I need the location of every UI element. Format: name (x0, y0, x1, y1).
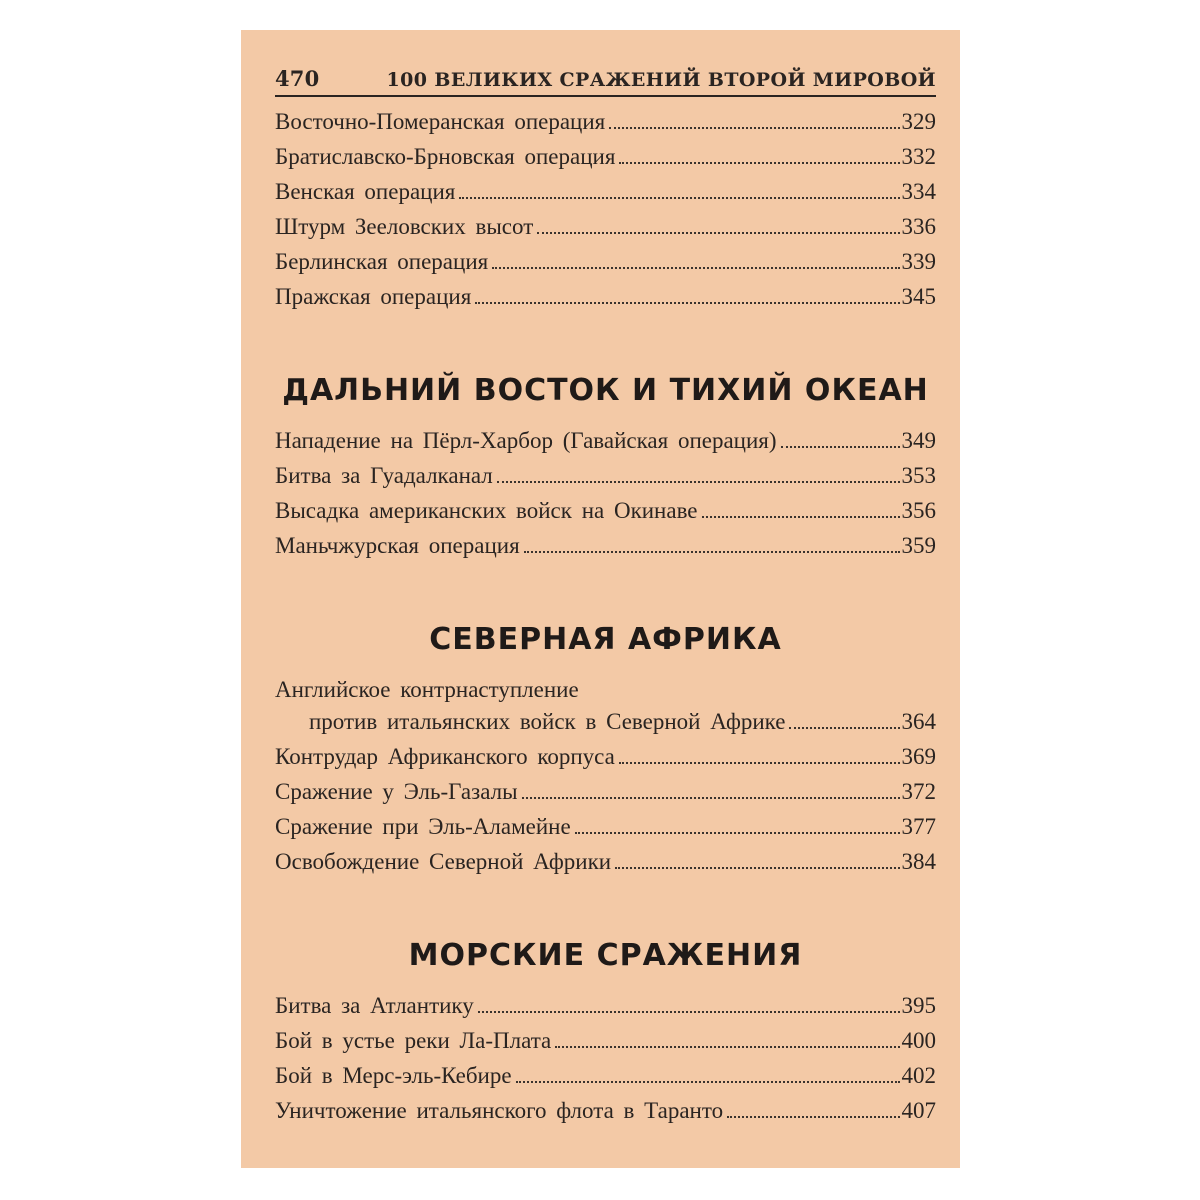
toc-entry (275, 1098, 936, 1133)
running-head (275, 66, 936, 97)
page-number: 470 (275, 66, 320, 91)
toc-entry-page: 400 (901, 1028, 936, 1053)
book-page (241, 30, 960, 1168)
section-heading-north-africa: СЕВЕРНАЯ АФРИКА (429, 622, 782, 657)
dot-leader (789, 727, 899, 729)
toc-entry-page: 356 (901, 498, 936, 523)
dot-leader (575, 832, 900, 834)
toc-entry-page: 334 (901, 179, 936, 204)
toc-entry-page: 402 (901, 1063, 936, 1088)
toc-entry-title: Нападение на Пёрл-Харбор (Гавайская операция) (275, 428, 777, 453)
dot-leader (537, 232, 899, 234)
dot-leader (524, 551, 900, 553)
toc-entry-title: Сражение у Эль-Газалы (275, 779, 518, 804)
toc-entry-title: Венская операция (275, 179, 456, 204)
toc-entry (275, 109, 936, 144)
toc-entry (275, 1063, 936, 1098)
toc-entry-title: Английское контрнаступление (275, 677, 579, 702)
toc-entry (275, 744, 936, 779)
toc-entry-page: 339 (901, 249, 936, 274)
dot-leader (475, 302, 899, 304)
toc-entry (275, 463, 936, 498)
toc-entry (275, 214, 936, 249)
toc-entry-page: 349 (901, 428, 936, 453)
toc-entry-page: 332 (901, 144, 936, 169)
toc-entry-page: 377 (901, 814, 936, 839)
dot-leader (492, 267, 899, 269)
toc-entry (275, 993, 936, 1028)
toc-entry (275, 179, 936, 214)
section-heading-naval-battles: МОРСКИЕ СРАЖЕНИЯ (408, 938, 803, 973)
toc-entry-title-continued: против итальянских войск в Северной Африке (309, 709, 786, 734)
toc-entry (275, 1028, 936, 1063)
toc-entry-title: Восточно-Померанская операция (275, 109, 606, 134)
toc-entry-page: 395 (901, 993, 936, 1018)
toc-entry (275, 428, 936, 463)
toc-entry (275, 849, 936, 884)
toc-entry-page: 364 (901, 709, 936, 734)
toc-entry-page: 336 (901, 214, 936, 239)
toc-section-north-africa (275, 677, 936, 884)
toc-entry-title: Битва за Гуадалканал (275, 463, 493, 488)
toc-entry (275, 677, 936, 744)
dot-leader (522, 797, 900, 799)
toc-entry-title: Бой в устье реки Ла-Плата (275, 1028, 552, 1053)
dot-leader (609, 127, 899, 129)
toc-entry (275, 779, 936, 814)
toc-entry-page: 384 (901, 849, 936, 874)
toc-entry-title: Сражение при Эль-Аламейне (275, 814, 571, 839)
toc-entry (275, 533, 936, 568)
dot-leader (516, 1081, 900, 1083)
toc-entry-title: Пражская операция (275, 284, 472, 309)
dot-leader (555, 1046, 899, 1048)
dot-leader (781, 446, 900, 448)
toc-entry-title: Уничтожение итальянского флота в Таранто (275, 1098, 724, 1123)
toc-entry-page: 359 (901, 533, 936, 558)
toc-entry-title: Штурм Зееловских высот (275, 214, 534, 239)
book-title: 100 ВЕЛИКИХ СРАЖЕНИЙ ВТОРОЙ МИРОВОЙ (386, 69, 936, 91)
toc-entry-page: 369 (901, 744, 936, 769)
dot-leader (727, 1116, 899, 1118)
section-heading-far-east: ДАЛЬНИЙ ВОСТОК И ТИХИЙ ОКЕАН (282, 373, 929, 408)
toc-entry-title: Маньчжурская операция (275, 533, 520, 558)
toc-entry-page: 407 (901, 1098, 936, 1123)
toc-entry-title: Высадка американских войск на Окинаве (275, 498, 698, 523)
dot-leader (619, 162, 899, 164)
toc-entry-page: 345 (901, 284, 936, 309)
toc-entry-title: Братиславско-Брновская операция (275, 144, 616, 169)
toc-entry-page: 372 (901, 779, 936, 804)
dot-leader (615, 867, 899, 869)
toc-entry (275, 144, 936, 179)
toc-entry-title: Контрудар Африканского корпуса (275, 744, 615, 769)
dot-leader (702, 516, 900, 518)
toc-entry (275, 814, 936, 849)
toc-section-far-east (275, 428, 936, 568)
toc-entry-title: Освобождение Северной Африки (275, 849, 612, 874)
toc-continued-entries (275, 109, 936, 319)
toc-section-naval-battles (275, 993, 936, 1133)
toc-entry-page: 329 (901, 109, 936, 134)
dot-leader (497, 481, 900, 483)
toc-entry (275, 284, 936, 319)
dot-leader (459, 197, 899, 199)
toc-entry (275, 498, 936, 533)
toc-entry-title: Берлинская операция (275, 249, 489, 274)
toc-entry-title: Бой в Мерс-эль-Кебире (275, 1063, 512, 1088)
toc-entry-title: Битва за Атлантику (275, 993, 474, 1018)
dot-leader (619, 762, 900, 764)
toc-entry-page: 353 (901, 463, 936, 488)
dot-leader (478, 1011, 900, 1013)
toc-entry (275, 249, 936, 284)
